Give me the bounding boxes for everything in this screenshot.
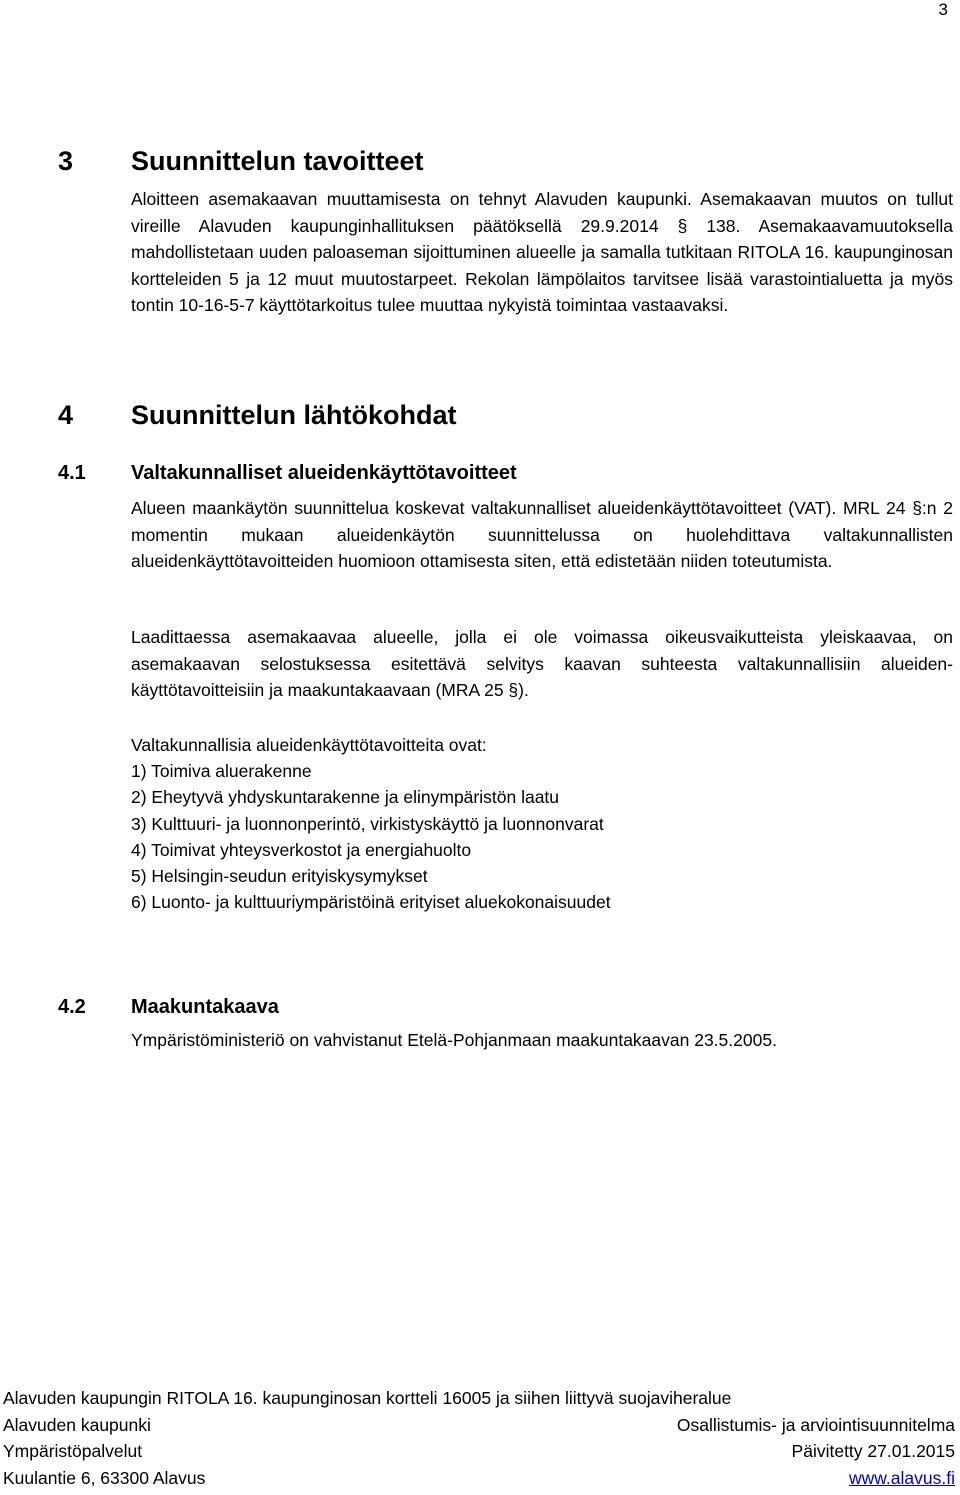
vat-list-item: 1) Toimiva aluerakenne: [131, 761, 312, 782]
footer-website-link[interactable]: www.alavus.fi: [848, 1467, 955, 1488]
section-4-1-title: Valtakunnalliset alueidenkäyttötavoitteet: [131, 462, 517, 484]
section-4-1-paragraph-1: Alueen maankäytön suunnittelua koskevat valtakunnalliset alueidenkäyttötavoitteet (VAT). MRL 24 §:n 2 momentin mukaan alueidenkäytön suunnittelussa on huolehdittava valtakunnallisten alueidenkäyttötavoitteiden huomioon ottamisesta siten, että edistetään niiden toteutumista.: [131, 498, 953, 571]
footer-row: [3, 1465, 955, 1492]
section-4-2-number: 4.2: [58, 996, 86, 1018]
vat-list-item: 6) Luonto- ja kulttuuriympäristöinä erityiset aluekokonaisuudet: [131, 892, 611, 913]
page-number: 3: [938, 0, 948, 19]
footer-row: [3, 1438, 955, 1465]
vat-list-item: 2) Eheytyvä yhdyskuntarakenne ja elinympäristön laatu: [131, 787, 560, 808]
footer-row: [3, 1385, 955, 1412]
section-3-paragraph: Aloitteen asemakaavan muuttamisesta on tehnyt Alavuden kaupunki. Asemakaavan muutos on tullut vireille Alavuden kaupunginhallituksen päätöksellä 29.9.2014 § 138. Asemakaavamuutoksella mahdollistetaan uuden paloaseman sijoittuminen alueelle ja samalla tutkitaan RITOLA 16. kaupunginosan kortteleiden 5 ja 12 muut muutostarpeet. Rekolan lämpölaitos tarvitsee lisää varastointialuetta ja myös tontin 10-16-5-7 käyttötarkoitus tulee muuttaa nykyistä toimintaa vastaavaksi.: [131, 189, 953, 315]
vat-list-intro: Valtakunnallisia alueidenkäyttötavoitteita ovat:: [131, 735, 487, 755]
section-4-heading: [58, 400, 456, 431]
vat-list-item: 4) Toimivat yhteysverkostot ja energiahuolto: [131, 839, 472, 860]
footer-address: Kuulantie 6, 63300 Alavus: [3, 1467, 206, 1488]
section-3-title: Suunnittelun tavoitteet: [131, 146, 424, 176]
footer-row: [3, 1412, 955, 1439]
section-4-number: 4: [58, 400, 74, 430]
page-footer: [3, 1385, 955, 1491]
section-4-1-number: 4.1: [58, 462, 86, 484]
section-3-number: 3: [58, 146, 74, 176]
section-4-2-paragraph: Ympäristöministeriö on vahvistanut Etelä-Pohjanmaan maakuntakaavan 23.5.2005.: [131, 1030, 777, 1050]
section-4-title: Suunnittelun lähtökohdat: [131, 400, 457, 430]
footer-department: Ympäristöpalvelut: [3, 1441, 143, 1461]
vat-list-item: 5) Helsingin-seudun erityiskysymykset: [131, 866, 428, 887]
footer-document-title: Alavuden kaupungin RITOLA 16. kaupunginosan kortteli 16005 ja siihen liittyvä suojaviheralue: [3, 1388, 732, 1408]
section-3-heading: [58, 146, 424, 177]
vat-list: [131, 732, 611, 915]
section-4-1-heading: [58, 462, 517, 485]
section-4-2-title: Maakuntakaava: [131, 996, 279, 1018]
section-4-1-paragraph-2: Laadittaessa asemakaavaa alueelle, jolla ei ole voimassa oikeusvaikutteista yleiskaavaa, on asemakaavan selostuksessa esitettävä selvitys kaavan suhteesta valtakunnallisiin alueidenkäyttötavoitteisiin ja maakuntakaavaan (MRA 25 §).: [131, 627, 953, 700]
footer-document-type: Osallistumis- ja arviointisuunnitelma: [676, 1414, 955, 1435]
vat-list-item: 3) Kulttuuri- ja luonnonperintö, virkistyskäyttö ja luonnonvarat: [131, 813, 604, 834]
footer-updated-date: Päivitetty 27.01.2015: [791, 1441, 955, 1461]
footer-organization: Alavuden kaupunki: [3, 1414, 151, 1435]
section-4-2-heading: [58, 996, 279, 1019]
